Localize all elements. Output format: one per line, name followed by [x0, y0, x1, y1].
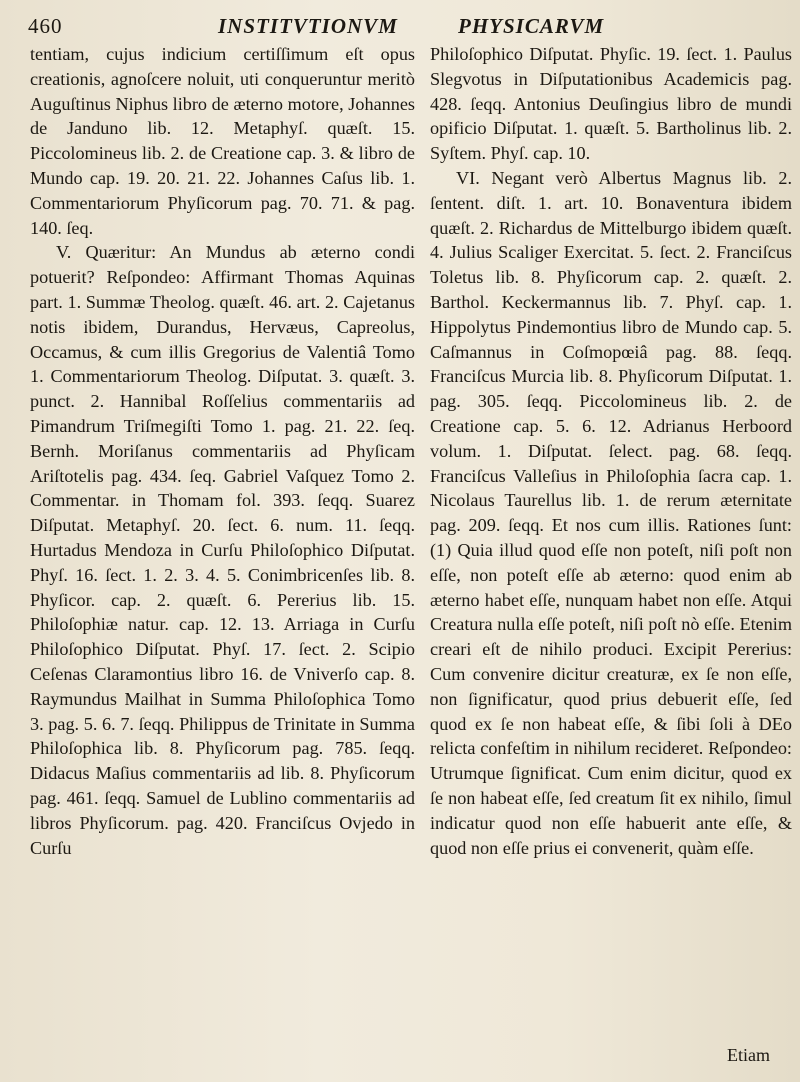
paragraph-section-vi: VI. Negant verò Albertus Magnus lib. 2. ſentent. diſt. 1. art. 10. Bonaventura ibidem quæſt. 2. Richardus de Mittelburgo ibidem quæſt. 4. Julius Scaliger Exercitat. 5. ſect. 2. Franciſcus Toletus lib. 8. Phyſicorum cap. 2. quæſt. 2. Barthol. Keckermannus lib. 7. Phyſ. cap. 1. Hippolytus Pindemontius libro de Mundo cap. 5. Caſmannus in Coſmopœiâ pag. 88. ſeqq. Franciſcus Murcia lib. 8. Phyſicorum Diſputat. 1. pag. 305. ſeqq. Piccolomineus lib. 2. de Creatione cap. 5. 6. 12. Adrianus Herboord volum. 1. Diſputat. ſelect. pag. 68. ſeqq. Franciſcus Valleſius in Philoſophia ſacra cap. 1. Nicolaus Taurellus lib. 1. de rerum æternitate pag. 209. ſeqq. Et nos cum illis. Rationes ſunt: (1) Quia illud quod eſſe non poteſt, niſi poſt non eſſe, non poteſt eſſe ab æterno: quod enim ab æterno habet eſſe, nunquam habet non eſſe. Atqui Creatura nulla eſſe poteſt, niſi poſt nò eſſe. Etenim creari eſt de nihilo produci. Excipit Pererius: Cum convenire dicitur creaturæ, ex ſe non eſſe, non ſignificatur, quod prius debuerit eſſe, ſed quod ex ſe non habeat eſſe, & ſibi ſoli à DEo relicta confeſtim in nihilum recideret. Reſpondeo: Utrumque ſignificat. Cum enim dicitur, quod ex ſe non habeat eſſe, ſed creatum ſit ex nihilo, ſimul indicatur quod non eſſe habuerit ante eſſe, & quod non eſſe prius ei convenerit, quàm eſſe.: [430, 167, 792, 858]
paragraph-section-v: V. Quæritur: An Mundus ab æterno condi potuerit? Reſpondeo: Affirmant Thomas Aquinas part. 1. Summæ Theolog. quæſt. 46. art. 2. Cajetanus notis ibidem, Durandus, Hervæus, Capreolus, Occamus, & cum illis Gregorius de Valentiâ Tomo 1. Commentariorum Theolog. Diſputat. 3. quæſt. 3. punct. 2. Hannibal Roſſelius commentariis ad Pimandrum Triſmegiſti Tomo 1. pag. 21. 22. ſeq. Bernh. Moriſanus commentariis ad Phyſicam Ariſtotelis pag. 434. ſeq. Gabriel Vaſquez Tomo 2. Commentar. in Thomam fol. 393. ſeqq. Suarez Diſputat. Metaphyſ. 20. ſect. 6. num. 11. ſeqq. Hurtadus Mendoza in Curſu Philoſophico Diſputat. Phyſ. 16. ſect. 1. 2. 3. 4. 5. Conimbricenſes lib. 8. Phyſicor. cap. 2. quæſt. 6. Pererius lib. 15. Philoſophiæ natur. cap. 12. 13. Arriaga in Curſu Philoſophico Diſputat. Phyſ. 17. ſect. 2. Scipio Ceſenas Claramontius libro 16. de Vniverſo cap. 8. Raymundus Mailhat in Summa Philoſophica Tomo 3. pag. 5. 6. 7. ſeqq. Philippus de Trinitate in Summa Philoſophica lib. 8. Phyſicorum pag. 785. ſeqq. Didacus Maſius commentariis ad lib. 8. Phyſicorum pag. 461. ſeqq. Samuel de Lublino commentariis ad libros Phyſicorum. pag. 420. Franciſcus Ovjedo in Curſu: [30, 242, 415, 858]
running-header: [28, 14, 780, 40]
running-title-right: PHYSICARVM: [458, 14, 605, 38]
right-column: [430, 42, 792, 860]
running-title-left: INSTITVTIONVM: [218, 14, 398, 38]
left-column: [30, 42, 415, 860]
paragraph-continuation-right: Philoſophico Diſputat. Phyſic. 19. ſect. 1. Paulus Slegvotus in Diſputationibus Academicis pag. 428. ſeqq. Antonius Deuſingius libro de mundi opificio Diſputat. 1. quæſt. 5. Bartholinus lib. 2. Syſtem. Phyſ. cap. 10.: [430, 44, 792, 164]
paragraph-continuation: tentiam, cujus indicium certiſſimum eſt opus creationis, agnoſcere noluit, uti conqueruntur meritò Auguſtinus Niphus libro de æterno motore, Johannes de Janduno lib. 12. Metaphyſ. quæſt. 15. Piccolomineus lib. 2. de Creatione cap. 3. & libro de Mundo cap. 19. 20. 21. 22. Johannes Caſus lib. 1. Commentariorum Phyſicorum pag. 70. 71. & pag. 140. ſeq.: [30, 44, 415, 238]
page-number: 460: [28, 14, 63, 38]
catchword: Etiam: [727, 1045, 770, 1065]
